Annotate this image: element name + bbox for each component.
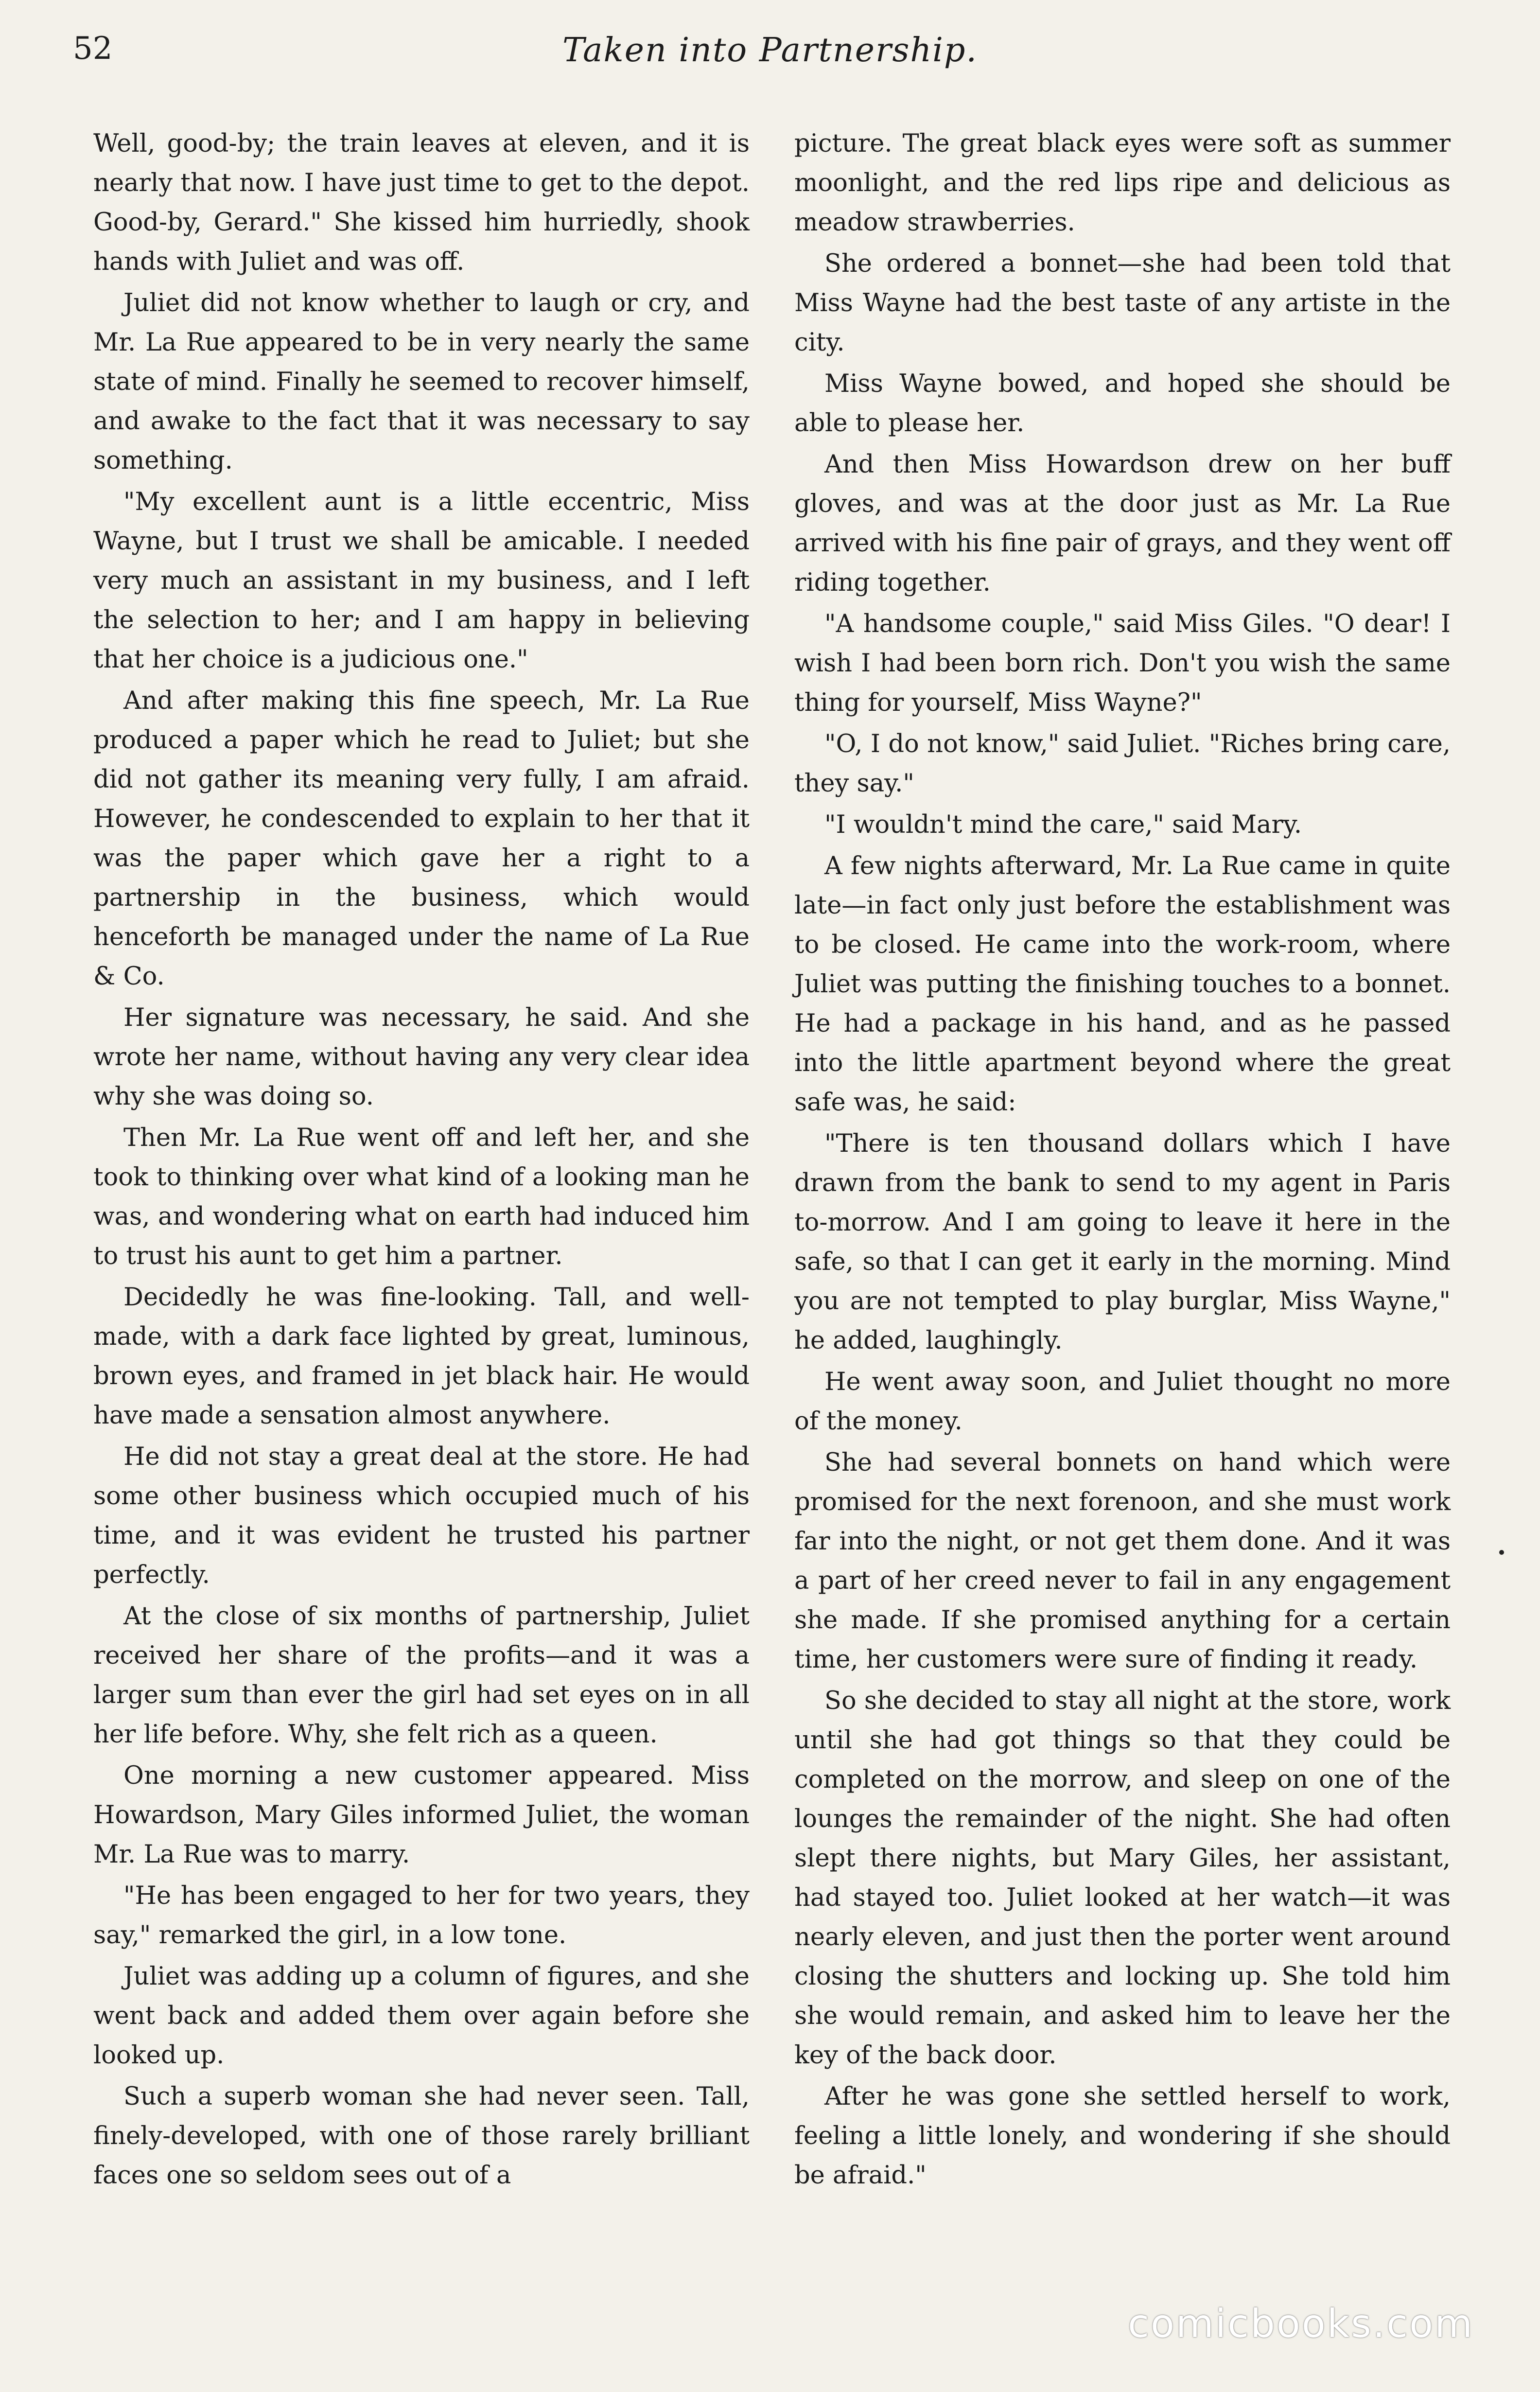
- paragraph: Then Mr. La Rue went off and left her, and she took to thinking over what kind of a looking man he was, and wondering what on earth had induced him to trust his aunt to get him a partner.: [93, 1124, 750, 1270]
- paragraph: Such a superb woman she had never seen. Tall, finely-developed, with one of those rarely brilliant faces one so seldom sees out of a: [93, 2082, 750, 2190]
- paragraph: He went away soon, and Juliet thought no more of the money.: [794, 1368, 1451, 1436]
- paragraph: "I wouldn't mind the care," said Mary.: [824, 810, 1302, 839]
- paragraph: He did not stay a great deal at the store. He had some other business which occupied much of his time, and it was evident he trusted his partner perfectly.: [93, 1442, 750, 1589]
- left-column: [93, 124, 750, 2197]
- paragraph: She ordered a bonnet—she had been told that Miss Wayne had the best taste of any artiste in the city.: [794, 249, 1451, 357]
- paragraph: A few nights afterward, Mr. La Rue came in quite late—in fact only just before the establishment was to be closed. He came into the work-room, where Juliet was putting the finishing touches to a bonnet. He had a package in his hand, and as he passed into the little apartment beyond where the great safe was, he said:: [794, 852, 1451, 1117]
- paragraph: "A handsome couple," said Miss Giles. "O dear! I wish I had been born rich. Don't you wish the same thing for yourself, Miss Wayne?": [794, 610, 1451, 717]
- page-number: 52: [73, 31, 113, 67]
- paragraph: Decidedly he was fine-looking. Tall, and well-made, with a dark face lighted by great, luminous, brown eyes, and framed in jet black hair. He would have made a sensation almost anywhere.: [93, 1283, 750, 1430]
- paragraph: Her signature was necessary, he said. And she wrote her name, without having any very clear idea why she was doing so.: [93, 1003, 750, 1111]
- paragraph: Well, good-by; the train leaves at eleven, and it is nearly that now. I have just time to get to the depot. Good-by, Gerard." She kissed him hurriedly, shook hands with Juliet and was off.: [93, 129, 750, 276]
- paragraph: And then Miss Howardson drew on her buff gloves, and was at the door just as Mr. La Rue arrived with his fine pair of grays, and they went off riding together.: [794, 450, 1451, 597]
- paragraph: "My excellent aunt is a little eccentric, Miss Wayne, but I trust we shall be amicable. I needed very much an assistant in my business, and I left the selection to her; and I am happy in believing that her choice is a judicious one.": [93, 488, 750, 674]
- paragraph: So she decided to stay all night at the store, work until she had got things so that they could be completed on the morrow, and sleep on one of the lounges the remainder of the night. She had often slept there nights, but Mary Giles, her assistant, had stayed too. Juliet looked at her watch—it was nearly eleven, and just then the porter went around closing the shutters and locking up. She told him she would remain, and asked him to leave her the key of the back door.: [794, 1687, 1451, 2070]
- running-head: Taken into Partnership.: [562, 31, 978, 70]
- paragraph: Juliet was adding up a column of figures, and she went back and added them over again before she looked up.: [93, 1962, 750, 2070]
- right-column: [794, 124, 1451, 2197]
- paragraph: "O, I do not know," said Juliet. "Riches bring care, they say.": [794, 730, 1451, 798]
- paragraph: Juliet did not know whether to laugh or cry, and Mr. La Rue appeared to be in very nearly the same state of mind. Finally he seemed to recover himself, and awake to the fact that it was necessary to say something.: [93, 289, 750, 475]
- paragraph: One morning a new customer appeared. Miss Howardson, Mary Giles informed Juliet, the woman Mr. La Rue was to marry.: [93, 1761, 750, 1869]
- paragraph: And after making this fine speech, Mr. La Rue produced a paper which he read to Juliet; but she did not gather its meaning very fully, I am afraid. However, he condescended to explain to her that it was the paper which gave her a right to a partnership in the business, which would henceforth be managed under the name of La Rue & Co.: [93, 686, 750, 991]
- paragraph: "There is ten thousand dollars which I have drawn from the bank to send to my agent in Paris to-morrow. And I am going to leave it here in the safe, so that I can get it early in the morning. Mind you are not tempted to play burglar, Miss Wayne," he added, laughingly.: [794, 1129, 1451, 1355]
- margin-dot: [1499, 1550, 1504, 1555]
- paragraph: picture. The great black eyes were soft as summer moonlight, and the red lips ripe and delicious as meadow strawberries.: [794, 129, 1451, 237]
- paragraph: At the close of six months of partnership, Juliet received her share of the profits—and it was a larger sum than ever the girl had set eyes on in all her life before. Why, she felt rich as a queen.: [93, 1602, 750, 1749]
- paragraph: "He has been engaged to her for two years, they say," remarked the girl, in a low tone.: [93, 1882, 750, 1950]
- paragraph: After he was gone she settled herself to work, feeling a little lonely, and wondering if she should be afraid.": [794, 2082, 1451, 2190]
- paragraph: Miss Wayne bowed, and hoped she should be able to please her.: [794, 369, 1451, 438]
- paragraph: She had several bonnets on hand which were promised for the next forenoon, and she must work far into the night, or not get them done. And it was a part of her creed never to fail in any engagement she made. If she promised anything for a certain time, her customers were sure of finding it ready.: [794, 1448, 1451, 1674]
- watermark: comicbooks.com: [1128, 2301, 1474, 2346]
